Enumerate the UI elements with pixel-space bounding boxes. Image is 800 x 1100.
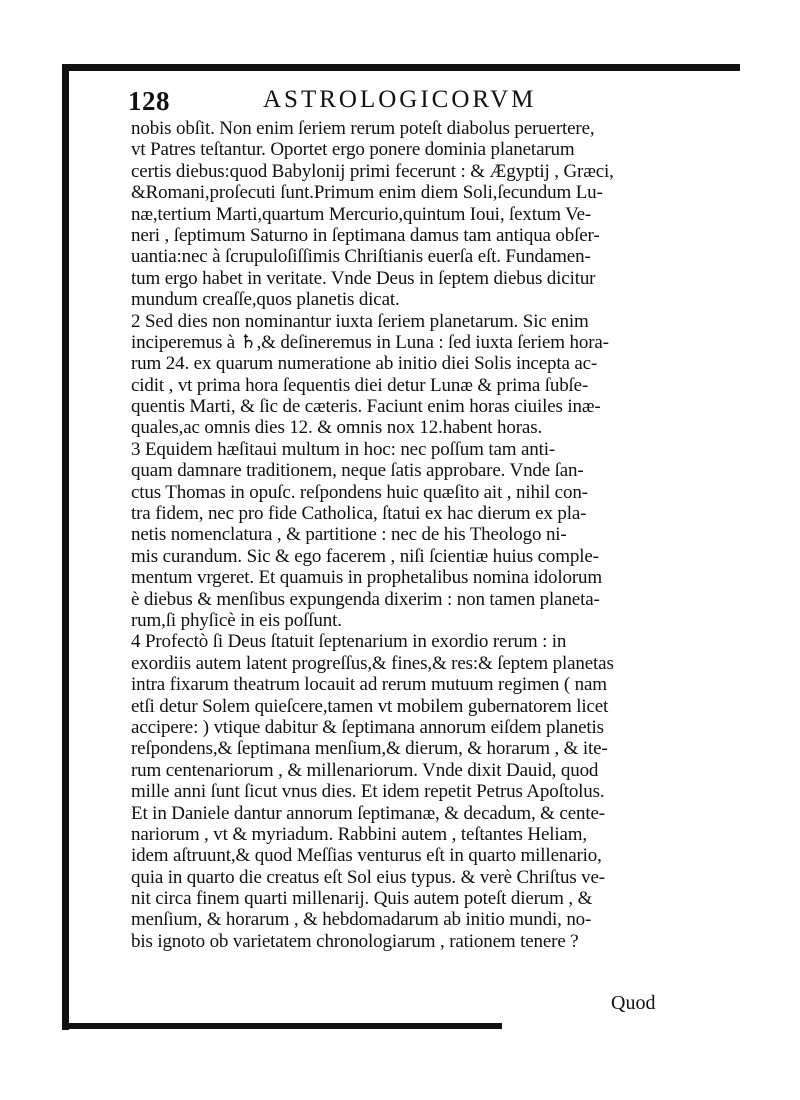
text-line: accipere: ) vtique dabitur & ſeptimana annorum eiſdem planetis (131, 716, 604, 738)
paragraph-2-start: 2 Sed dies non nominantur iuxta ſeriem planetarum. Sic enim (131, 310, 589, 332)
text-line: &Romani,proſecuti ſunt.Primum enim diem Soli,ſecundum Lu- (131, 182, 603, 204)
text-line: nobis obſit. Non enim ſeriem rerum poteſt diabolus peruertere, (131, 118, 595, 139)
text-line: mille anni ſunt ſicut vnus dies. Et idem repetit Petrus Apoſtolus. (131, 781, 605, 803)
text-line: menſium, & horarum , & hebdomadarum ab initio mundi, no- (131, 909, 592, 931)
text-line: bis ignoto ob varietatem chronologiarum , rationem tenere ? (131, 930, 579, 952)
text-line: mis curandum. Sic & ego facerem , niſi ſcientiæ huius comple- (131, 545, 599, 567)
text-line: reſpondens,& ſeptimana menſium,& dierum, & horarum , & ite- (131, 738, 608, 760)
page-border-left (62, 64, 69, 1030)
text-line: ctus Thomas in opuſc. reſpondens huic quæſito ait , nihil con- (131, 481, 588, 503)
text-line: exordiis autem latent progreſſus,& fines,& res:& ſeptem planetas (131, 652, 614, 674)
page-border-top (62, 64, 740, 71)
text-line: etſi detur Solem quieſcere,tamen vt mobilem gubernatorem licet (131, 695, 609, 717)
text-line: quia in quarto die creatus eſt Sol eius typus. & verè Chriſtus ve- (131, 866, 605, 888)
text-line: idem aſtruunt,& quod Meſſias venturus eſt in quarto millenario, (131, 845, 602, 867)
page-number: 128 (128, 86, 170, 116)
paragraph-4-start: 4 Profectò ſi Deus ſtatuit ſeptenarium in exordio rerum : in (131, 631, 567, 653)
text-line: quentis Marti, & ſic de cæteris. Faciunt enim horas ciuiles inæ- (131, 396, 601, 418)
text-line: rum,ſi phyſicè in eis poſſunt. (131, 609, 342, 631)
page-header (128, 86, 688, 120)
text-line: quales,ac omnis dies 12. & omnis nox 12.habent horas. (131, 417, 543, 439)
text-line: netis nomenclatura , & partitione : nec de his Theologo ni- (131, 524, 567, 546)
text-line: tum ergo habet in veritate. Vnde Deus in ſeptem diebus dicitur (131, 267, 596, 289)
text-line: inciperemus à ♄,& deſineremus in Luna : ſed iuxta ſeriem hora- (131, 331, 609, 353)
text-line: Et in Daniele dantur annorum ſeptimanæ, & decadum, & cente- (131, 802, 605, 824)
text-line: certis diebus:quod Babylonij primi fecerunt : & Ægyptij , Græci, (131, 160, 614, 182)
running-head: ASTROLOGICORVM (263, 86, 537, 113)
text-line: nariorum , vt & myriadum. Rabbini autem , teſtantes Heliam, (131, 823, 588, 845)
text-line: rum 24. ex quarum numeratione ab initio diei Solis incepta ac- (131, 353, 598, 375)
page-border-bottom (62, 1023, 502, 1029)
text-line: næ,tertium Marti,quartum Mercurio,quintum Ioui, ſextum Ve- (131, 203, 592, 225)
text-line: rum centenariorum , & millenariorum. Vnde dixit Dauid, quod (131, 759, 599, 781)
text-line: neri , ſeptimum Saturno in ſeptimana damus tam antiqua obſer- (131, 224, 600, 246)
text-line: vt Patres teſtantur. Oportet ergo ponere dominia planetarum (131, 139, 575, 161)
text-line: tra fidem, nec pro fide Catholica, ſtatui ex hac dierum ex pla- (131, 503, 587, 525)
text-line: cidit , vt prima hora ſequentis diei detur Lunæ & prima ſubſe- (131, 374, 589, 396)
body-text (131, 118, 671, 952)
text-line: intra fixarum theatrum locauit ad rerum mutuum regimen ( nam (131, 674, 607, 696)
text-line: mentum vrgeret. Et quamuis in prophetalibus nomina idolorum (131, 567, 603, 589)
text-line: uantia:nec à ſcrupuloſiſſimis Chriſtianis euerſa eſt. Fundamen- (131, 246, 591, 268)
text-line: è diebus & menſibus expungenda dixerim : non tamen planeta- (131, 588, 600, 610)
text-line: nit circa finem quarti millenarij. Quis autem poteſt dierum , & (131, 888, 593, 910)
text-line: mundum creaſſe,quos planetis dicat. (131, 289, 400, 311)
paragraph-3-start: 3 Equidem hæſitaui multum in hoc: nec poſſum tam anti- (131, 438, 556, 460)
catchword: Quod (611, 992, 656, 1014)
text-line: quam damnare traditionem, neque ſatis approbare. Vnde ſan- (131, 460, 584, 482)
